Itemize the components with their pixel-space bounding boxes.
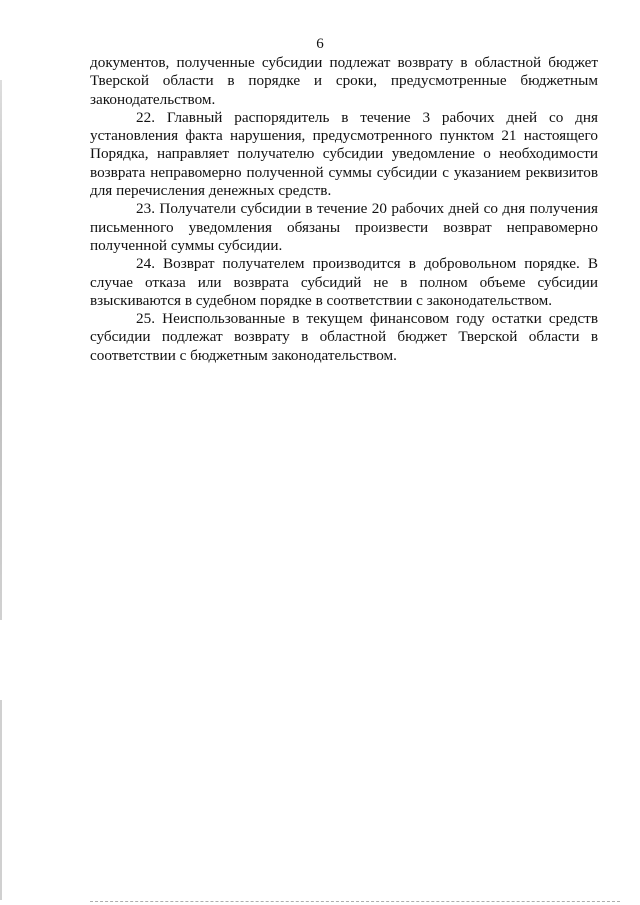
page-number: 6 — [316, 36, 324, 52]
paragraph-item-23: 23. Получатели субсидии в течение 20 рабочих дней со дня получения письменного уведомления обязаны произвести возврат неправомерно полученной суммы субсидии. — [90, 200, 598, 254]
scan-edge-left-lower — [0, 700, 2, 900]
document-body — [90, 54, 598, 365]
paragraph-item-25: 25. Неиспользованные в текущем финансовом году остатки средств субсидии подлежат возврату в областной бюджет Тверской области в соответствии с бюджетным законодательством. — [90, 310, 598, 364]
scan-edge-left — [0, 80, 2, 620]
paragraph-item-22: 22. Главный распорядитель в течение 3 рабочих дней со дня установления факта нарушения, предусмотренного пунктом 21 настоящего Порядка, направляет получателю субсидии уведомление о необходимости возврата неправомерно полученной суммы субсидии с указанием реквизитов для перечисления денежных средств. — [90, 108, 598, 200]
paragraph-item-24: 24. Возврат получателем производится в добровольном порядке. В случае отказа или возврата субсидий не в полном объеме субсидии взыскиваются в судебном порядке в соответствии с законодательством. — [90, 255, 598, 309]
paragraph-continuation: документов, полученные субсидии подлежат возврату в областной бюджет Тверской области в порядке и сроки, предусмотренные бюджетным законодательством. — [90, 54, 598, 108]
scan-edge-bottom — [90, 901, 620, 902]
